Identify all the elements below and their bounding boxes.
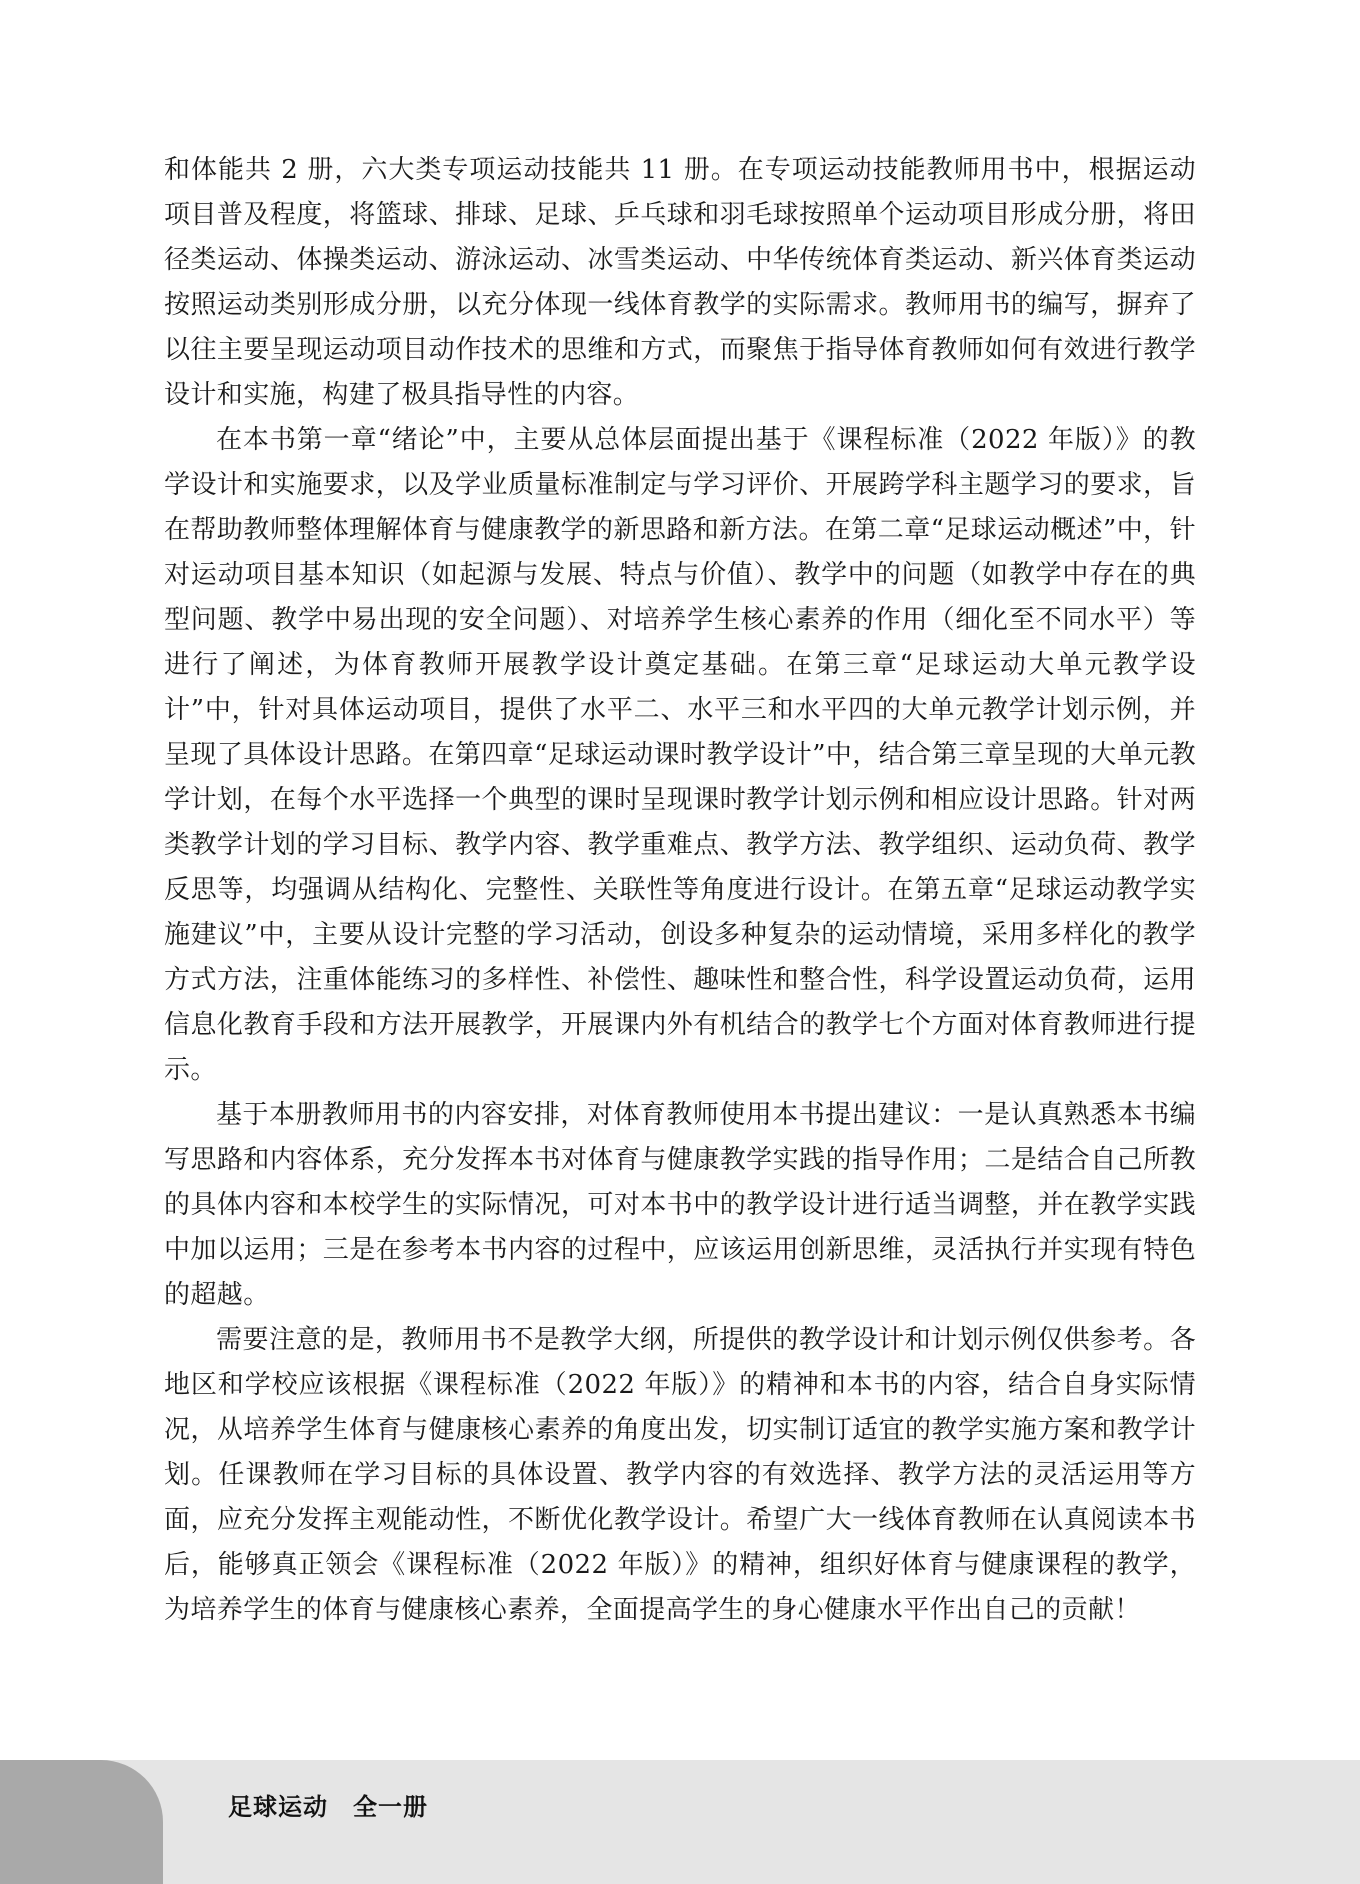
running-title: 足球运动 全一册 — [228, 1793, 428, 1821]
body-paragraph-continued: 和体能共 2 册，六大类专项运动技能共 11 册。在专项运动技能教师用书中，根据运动项目普及程度，将篮球、排球、足球、乒乓球和羽毛球按照单个运动项目形成分册，将田径类运动、体操类运动、游泳运动、冰雪类运动、中华传统体育类运动、新兴体育类运动按照运动类别形成分册，以充分体现一线体育教学的实际需求。教师用书的编写，摒弃了以往主要呈现运动项目动作技术的思维和方式，而聚焦于指导体育教师如何有效进行教学设计和实施，构建了极具指导性的内容。 — [164, 155, 1196, 410]
footer-band — [0, 1760, 1360, 1884]
body-paragraph-chapter-overview: 在本书第一章“绪论”中，主要从总体层面提出基于《课程标准（2022 年版）》的教学设计和实施要求，以及学业质量标准制定与学习评价、开展跨学科主题学习的要求，旨在帮助教师整体理解体育与健康教学的新思路和新方法。在第二章“足球运动概述”中，针对运动项目基本知识（如起源与发展、特点与价值）、教学中的问题（如教学中存在的典型问题、教学中易出现的安全问题）、对培养学生核心素养的作用（细化至不同水平）等进行了阐述，为体育教师开展教学设计奠定基础。在第三章“足球运动大单元教学设计”中，针对具体运动项目，提供了水平二、水平三和水平四的大单元教学计划示例，并呈现了具体设计思路。在第四章“足球运动课时教学设计”中，结合第三章呈现的大单元教学计划，在每个水平选择一个典型的课时呈现课时教学计划示例和相应设计思路。针对两类教学计划的学习目标、教学内容、教学重难点、教学方法、教学组织、运动负荷、教学反思等，均强调从结构化、完整性、关联性等角度进行设计。在第五章“足球运动教学实施建议”中，主要从设计完整的学习活动，创设多种复杂的运动情境，采用多样化的教学方式方法，注重体能练习的多样性、补偿性、趣味性和整合性，科学设置运动负荷，运用信息化教育手段和方法开展教学，开展课内外有机结合的教学七个方面对体育教师进行提示。 — [164, 425, 1196, 1085]
page-body — [164, 148, 1196, 1633]
body-paragraph-notes: 需要注意的是，教师用书不是教学大纲，所提供的教学设计和计划示例仅供参考。各地区和学校应该根据《课程标准（2022 年版）》的精神和本书的内容，结合自身实际情况，从培养学生体育与健康核心素养的角度出发，切实制订适宜的教学实施方案和教学计划。任课教师在学习目标的具体设置、教学内容的有效选择、教学方法的灵活运用等方面，应充分发挥主观能动性，不断优化教学设计。希望广大一线体育教师在认真阅读本书后，能够真正领会《课程标准（2022 年版）》的精神，组织好体育与健康课程的教学，为培养学生的体育与健康核心素养，全面提高学生的身心健康水平作出自己的贡献！ — [164, 1325, 1196, 1625]
footer-page-tab — [0, 1760, 163, 1884]
body-paragraph-usage-suggestions: 基于本册教师用书的内容安排，对体育教师使用本书提出建议：一是认真熟悉本书编写思路和内容体系，充分发挥本书对体育与健康教学实践的指导作用；二是结合自己所教的具体内容和本校学生的实际情况，可对本书中的教学设计进行适当调整，并在教学实践中加以运用；三是在参考本书内容的过程中，应该运用创新思维，灵活执行并实现有特色的超越。 — [164, 1100, 1196, 1310]
